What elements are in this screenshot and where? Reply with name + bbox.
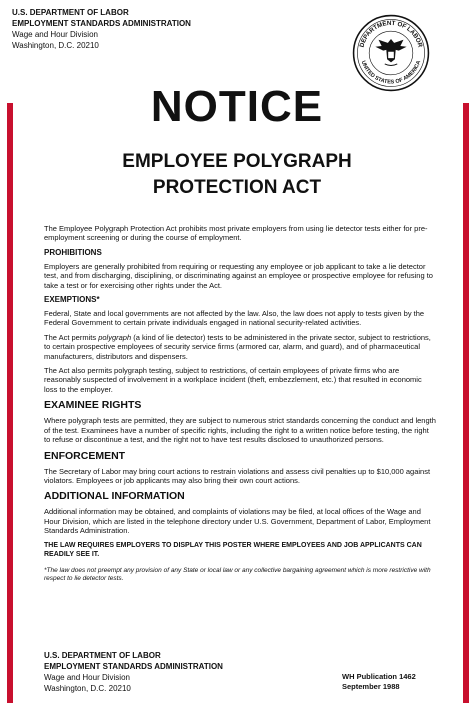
title-line-2: PROTECTION ACT — [152, 177, 322, 198]
agency-header-bottom — [44, 650, 223, 694]
title-line-1: EMPLOYEE POLYGRAPH — [122, 151, 352, 172]
exemptions-p2-start: The Act permits — [44, 332, 99, 342]
additional-information-heading: ADDITIONAL INFORMATION — [44, 490, 185, 503]
administration-name-bottom: EMPLOYMENT STANDARDS ADMINISTRATION — [44, 662, 223, 671]
publication-date: September 1988 — [342, 682, 400, 691]
department-name: U.S. DEPARTMENT OF LABOR — [12, 8, 129, 17]
posting-requirement: THE LAW REQUIRES EMPLOYERS TO DISPLAY THIS POSTER WHERE EMPLOYEES AND JOB APPLICANTS CAN READILY SEE IT. — [44, 541, 422, 558]
poster-body — [44, 224, 436, 584]
department-of-labor-seal — [352, 14, 430, 92]
publication-number: WH Publication 1462 — [342, 672, 416, 681]
enforcement-text: The Secretary of Labor may bring court actions to restrain violations and assess civil penalties up to $10,000 against violators. Employees or job applicants may also bring their own court actions. — [44, 466, 431, 485]
agency-header-top — [12, 7, 191, 51]
examinee-rights-heading: EXAMINEE RIGHTS — [44, 399, 142, 412]
exemptions-heading: EXEMPTIONS* — [44, 295, 100, 305]
seal-bottom-text: UNITED STATES OF AMERICA — [359, 59, 423, 86]
publication-info — [342, 672, 416, 692]
intro-paragraph: The Employee Polygraph Protection Act prohibits most private employers from using lie detector tests either for pre-employment screening or during the course of employment. — [44, 224, 428, 243]
division-name-bottom: Wage and Hour Division — [44, 673, 130, 682]
prohibitions-text: Employers are generally prohibited from requiring or requesting any employee or job applicant to take a lie detector test, and from discharging, disciplining, or discriminating against an employee or prospective employee for refusing to take a test or for exercising other rights under the Act. — [44, 261, 433, 290]
department-name-bottom: U.S. DEPARTMENT OF LABOR — [44, 651, 161, 660]
examinee-rights-text: Where polygraph tests are permitted, they are subject to numerous strict standards concerning the conduct and length of the test. Examinees have a number of specific rights, including the right to a written notice before testing, the right to refuse or discontinue a test, and the right not to have test results disclosed to unauthorized persons. — [44, 416, 436, 445]
city-address: Washington, D.C. 20210 — [12, 41, 99, 50]
administration-name: EMPLOYMENT STANDARDS ADMINISTRATION — [12, 19, 191, 28]
polygraph-emphasis: polygraph — [98, 332, 132, 342]
notice-heading: NOTICE — [150, 82, 324, 131]
additional-information-text: Additional information may be obtained, and complaints of violations may be filed, at local offices of the Wage and Hour Division, which are listed in the telephone directory under U.S. Government, Department of Labor, Employment Standards Administration. — [44, 507, 431, 536]
division-name: Wage and Hour Division — [12, 30, 98, 39]
prohibitions-heading: PROHIBITIONS — [44, 247, 102, 257]
city-address-bottom: Washington, D.C. 20210 — [44, 684, 131, 693]
seal-top-text: DEPARTMENT OF LABOR — [358, 19, 424, 49]
exemptions-paragraph-2 — [44, 333, 436, 361]
exemptions-p2-end: (a kind of lie detector) tests to be administered in the private sector, subject to restrictions, to certain prospective employees of security service firms (armored car, alarm, and guard), and of pharmaceutical manufacturers, distributors and dispensers. — [44, 332, 431, 361]
exemptions-paragraph-3: The Act also permits polygraph testing, subject to restrictions, of certain employees of private firms who are reasonably suspected of involvement in a workplace incident (theft, embezzlement, etc.) that resulted in economic loss to the employer. — [44, 366, 422, 394]
exemptions-paragraph-1: Federal, State and local governments are not affected by the law. Also, the law does not apply to tests given by the Federal Government to certain private individuals engaged in national security-related activities. — [44, 309, 425, 328]
enforcement-heading: ENFORCEMENT — [44, 449, 126, 462]
footnote: *The law does not preempt any provision of any State or local law or any collective bargaining agreement which is more restrictive with respect to lie detector tests. — [44, 566, 431, 583]
